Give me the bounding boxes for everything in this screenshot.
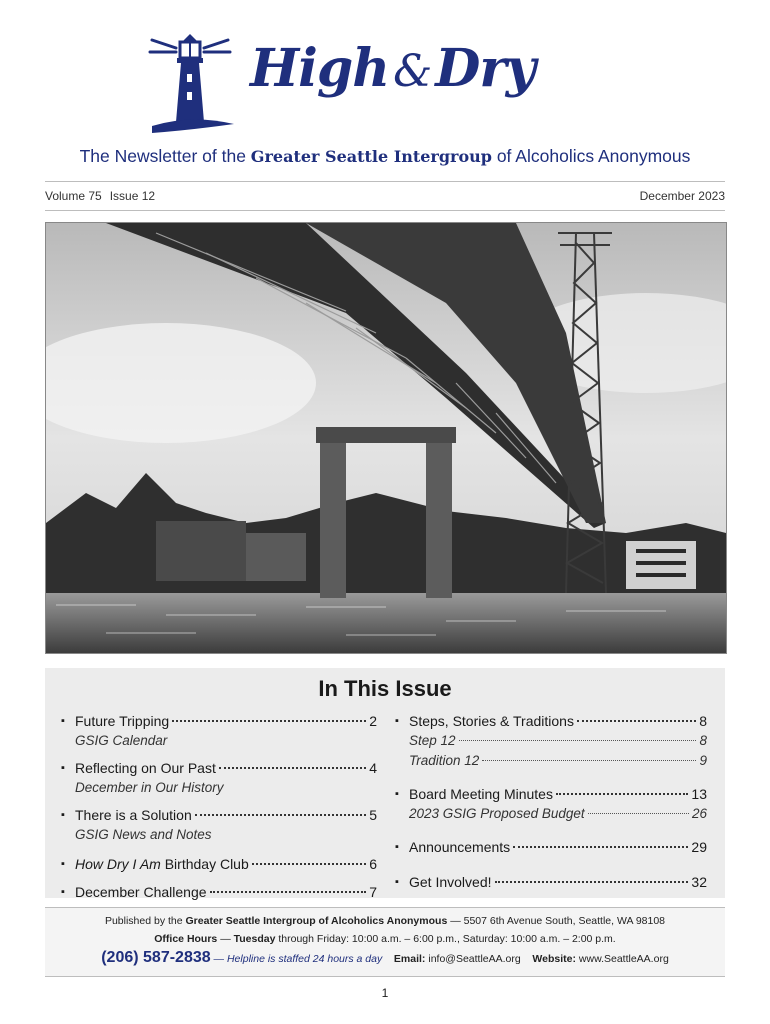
dot-leader	[495, 881, 689, 883]
office-hours-label: Office Hours	[154, 933, 218, 945]
title-word-dry: Dry	[435, 38, 535, 99]
toc-item-page: 29	[691, 839, 707, 855]
in-this-issue-box	[45, 668, 725, 898]
website-link[interactable]: www.SeattleAA.org	[575, 953, 669, 965]
toc-subitem: December in Our History	[75, 780, 224, 795]
toc-item-label	[75, 855, 249, 874]
dot-leader	[577, 720, 696, 722]
subtitle-prefix: The Newsletter of the	[79, 146, 251, 166]
toc-item-reflecting[interactable]	[61, 759, 377, 798]
published-org: Greater Seattle Intergroup of Alcoholics Anonymous	[185, 915, 448, 927]
dot-leader	[482, 760, 696, 761]
dot-leader	[252, 863, 366, 865]
email-label: Email:	[393, 953, 426, 965]
toc-title: In This Issue	[318, 676, 452, 701]
dot-leader	[459, 740, 697, 741]
page-number: 1	[381, 986, 389, 1000]
toc-item-label-rest: Birthday Club	[160, 856, 249, 872]
toc-item-birthday-club[interactable]	[61, 855, 377, 874]
title-ampersand: &	[393, 46, 432, 97]
toc-subitem: GSIG News and Notes	[75, 827, 212, 842]
toc-item-page: 6	[369, 856, 377, 872]
dot-leader	[588, 813, 689, 814]
website-label: Website:	[532, 953, 576, 965]
cover-photo	[45, 222, 727, 654]
dot-leader	[219, 767, 366, 769]
title-word-high: High	[250, 38, 390, 99]
toc-item-label: ▪ Future Tripping	[75, 713, 170, 729]
subtitle-org: Greater Seattle Intergroup	[250, 147, 492, 166]
toc-item-label: ▪ Steps, Stories & Traditions	[409, 713, 574, 729]
toc-item-label: ▪ Board Meeting Minutes	[409, 786, 553, 802]
published-by-line	[45, 915, 725, 927]
toc-item-december-challenge[interactable]	[61, 883, 377, 902]
newsletter-title	[250, 38, 535, 99]
toc-subitem-page: 26	[691, 806, 707, 821]
dot-leader	[172, 720, 366, 722]
toc-item-page: 13	[691, 786, 707, 802]
masthead	[0, 0, 770, 166]
toc-item-announcements[interactable]	[395, 838, 707, 857]
bridge-photo-illustration	[46, 223, 726, 653]
toc-item-board-minutes[interactable]	[395, 785, 707, 824]
toc-left-column	[61, 712, 377, 902]
dot-leader	[556, 793, 688, 795]
dot-leader	[195, 814, 366, 816]
email-link[interactable]: info@SeattleAA.org	[425, 953, 521, 965]
toc-subitem-label: Step 12	[409, 733, 456, 748]
dot-leader	[210, 891, 367, 893]
toc-item-label: ▪ December Challenge	[75, 884, 207, 900]
toc-item-page: 8	[699, 713, 707, 729]
issue-meta-row	[45, 181, 725, 211]
volume-label: Volume 75	[45, 189, 102, 203]
published-prefix: Published by the	[104, 915, 186, 927]
office-hours-day: Tuesday	[233, 933, 276, 945]
toc-item-page: 2	[369, 713, 377, 729]
toc-item-page: 7	[369, 884, 377, 900]
published-address: — 5507 6th Avenue South, Seattle, WA 98108	[447, 915, 666, 927]
toc-item-label: ▪ Reflecting on Our Past	[75, 760, 216, 776]
toc-item-future-tripping[interactable]	[61, 712, 377, 751]
newsletter-subtitle	[0, 146, 770, 167]
toc-subitem-tradition-12[interactable]	[409, 751, 707, 771]
volume-issue	[45, 189, 163, 203]
lighthouse-icon	[146, 30, 236, 135]
toc-item-steps-stories[interactable]	[395, 712, 707, 771]
toc-item-label: ▪ There is a Solution	[75, 807, 192, 823]
toc-item-label: ▪ Get Involved!	[409, 874, 492, 890]
toc-item-label-italic: How Dry I Am	[75, 856, 161, 872]
dot-leader	[513, 846, 688, 848]
office-hours-text: through Friday: 10:00 a.m. – 6:00 p.m., Saturday: 10:00 a.m. – 2:00 p.m.	[275, 933, 616, 945]
toc-subitem-page: 9	[699, 753, 707, 768]
issue-date: December 2023	[639, 189, 725, 203]
toc-subitem-page: 8	[699, 733, 707, 748]
toc-item-page: 5	[369, 807, 377, 823]
toc-item-solution[interactable]	[61, 806, 377, 845]
office-hours-line	[45, 933, 725, 945]
toc-item-get-involved[interactable]	[395, 873, 707, 892]
helpline-note: — Helpline is staffed 24 hours a day	[210, 953, 383, 965]
toc-subitem: GSIG Calendar	[75, 733, 168, 748]
toc-subitem-label: 2023 GSIG Proposed Budget	[409, 806, 585, 821]
toc-subitem-label: Tradition 12	[409, 753, 480, 768]
toc-subitem-budget[interactable]	[409, 804, 707, 824]
toc-right-column	[395, 712, 707, 892]
toc-item-page: 32	[691, 874, 707, 890]
toc-item-label: ▪ Announcements	[409, 839, 511, 855]
publisher-footer	[45, 907, 725, 977]
office-hours-dash: —	[217, 933, 234, 945]
helpline-phone[interactable]: (206) 587-2838	[101, 949, 211, 966]
contact-line	[45, 949, 725, 967]
subtitle-suffix: of Alcoholics Anonymous	[491, 146, 691, 166]
toc-item-page: 4	[369, 760, 377, 776]
issue-label: Issue 12	[109, 189, 156, 203]
toc-subitem-step-12[interactable]	[409, 731, 707, 751]
